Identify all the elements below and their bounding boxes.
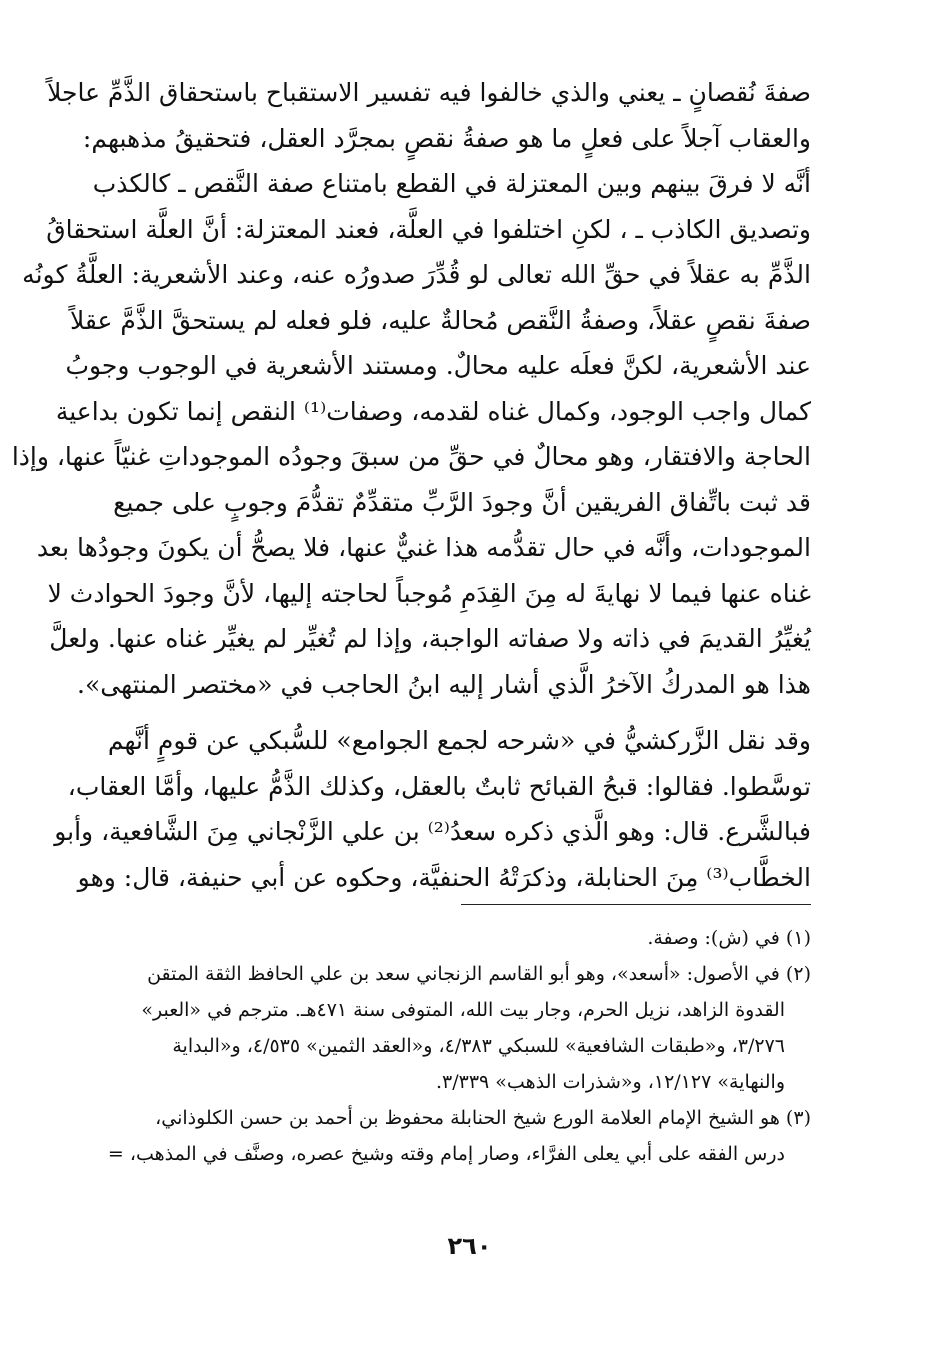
footnote-line: درس الفقه على أبي يعلى الفرَّاء، وصار إمام وقته وشيخ عصره، وصنَّف في المذهب، = [107,1143,785,1165]
footnote-1 [125,920,811,956]
footnote-separator [461,904,811,905]
footnote-line: (١) في (ش): وصفة. [647,927,811,949]
text-line: فبالشَّرع. قال: وهو الَّذي ذكره سعدُ⁽²⁾ بن علي الزَّنْجاني مِنَ الشَّافعية، وأبو [54,817,811,846]
footnote-line: والنهاية» ١٢/١٢٧، و«شذرات الذهب» ٣/٣٣٩. [435,1071,785,1093]
text-line: قد ثبت باتِّفاق الفريقين أنَّ وجودَ الرَّبِّ متقدِّمٌ تقدُّمَ وجوبٍ على جميع [113,487,811,517]
text-line: يُغيِّرُ القديمَ في ذاته ولا صفاته الواجبة، وإذا لم تُغيِّر لم يغيِّر غناه عنها. ولعلَّ [49,624,811,653]
text-line: صفةَ نُقصانٍ ـ يعني والذي خالفوا فيه تفسير الاستقباح باستحقاق الذَّمِّ عاجلاً [47,78,811,107]
text-line: عند الأشعرية، لكنَّ فعلَه عليه محالٌ. ومستند الأشعرية في الوجوب وجوبُ [65,351,811,380]
footnote-line: ٣/٢٧٦، و«طبقات الشافعية» للسبكي ٤/٣٨٣، و«العقد الثمين» ٤/٥٣٥، و«البداية [172,1035,785,1057]
text-line: الذَّمِّ به عقلاً في حقِّ الله تعالى لو قُدِّرَ صدورُه عنه، وعند الأشعرية: العلَّةُ كونُه [22,260,811,289]
text-line: والعقاب آجلاً على فعلٍ ما هو صفةُ نقصٍ بمجرَّد العقل، فتحقيقُ مذهبهم: [82,123,811,153]
text-line: توسَّطوا. فقالوا: قبحُ القبائح ثابتٌ بالعقل، وكذلك الذَّمُّ عليها، وأمَّا العقاب، [67,771,811,801]
text-line: الموجودات، وأنَّه في حال تقدُّمه هذا غنيٌّ عنها، فلا يصحُّ أن يكونَ وجودُها بعد [36,533,811,562]
text-line: هذا هو المدركُ الآخرُ الَّذي أشار إليه ابنُ الحاجب في «مختصر المنتهى». [77,669,811,699]
text-line: كمال واجب الوجود، وكمال غناه لقدمه، وصفات⁽¹⁾ النقص إنما تكون بداعية [55,396,811,426]
footnote-3 [107,1100,811,1172]
text-line: غناه عنها فيما لا نهايةَ له مِنَ القِدَمِ مُوجباً لحاجته إليها، لأنَّ وجودَ الحوادث لا [47,578,811,608]
text-line: أنَّه لا فرقَ بينهم وبين المعتزلة في القطع بامتناع صفة النَّقص ـ كالكذب [92,169,811,198]
footnote-2 [125,956,811,1100]
text-line: الحاجة والافتقار، وهو محالٌ في حقِّ من سبقَ وجودُه الموجوداتِ غنيّاً عنها، وإذا [11,442,811,471]
text-line: الخطَّاب⁽³⁾ مِنَ الحنابلة، وذكرَتْهُ الحنفيَّة، وحكوه عن أبي حنيفة، قال: وهو [77,862,811,892]
text-line: وتصديق الكاذب ـ ، لكنِ اختلفوا في العلَّة، فعند المعتزلة: أنَّ العلَّة استحقاقُ [46,214,811,244]
text-line: وقد نقل الزَّركشيُّ في «شرحه لجمع الجوامع» للسُّبكي عن قومٍ أنَّهم [107,726,811,755]
footnote-line: (٣) هو الشيخ الإمام العلامة الورع شيخ الحنابلة محفوظ بن أحمد بن حسن الكلوذاني، [155,1107,811,1129]
page-number: ٢٦٠ [447,1232,492,1260]
text-line: صفةَ نقصٍ عقلاً، وصفةُ النَّقص مُحالةٌ عليه، فلو فعله لم يستحقَّ الذَّمَّ عقلاً [69,305,811,335]
footnote-line: (٢) في الأصول: «أسعد»، وهو أبو القاسم الزنجاني سعد بن علي الحافظ الثقة المتقن [147,963,811,985]
footnotes [107,920,811,1172]
footnote-line: القدوة الزاهد، نزيل الحرم، وجار بيت الله، المتوفى سنة ٤٧١هـ. مترجم في «العبر» [141,999,785,1021]
paragraph-1 [11,70,811,707]
paragraph-2 [54,718,811,900]
